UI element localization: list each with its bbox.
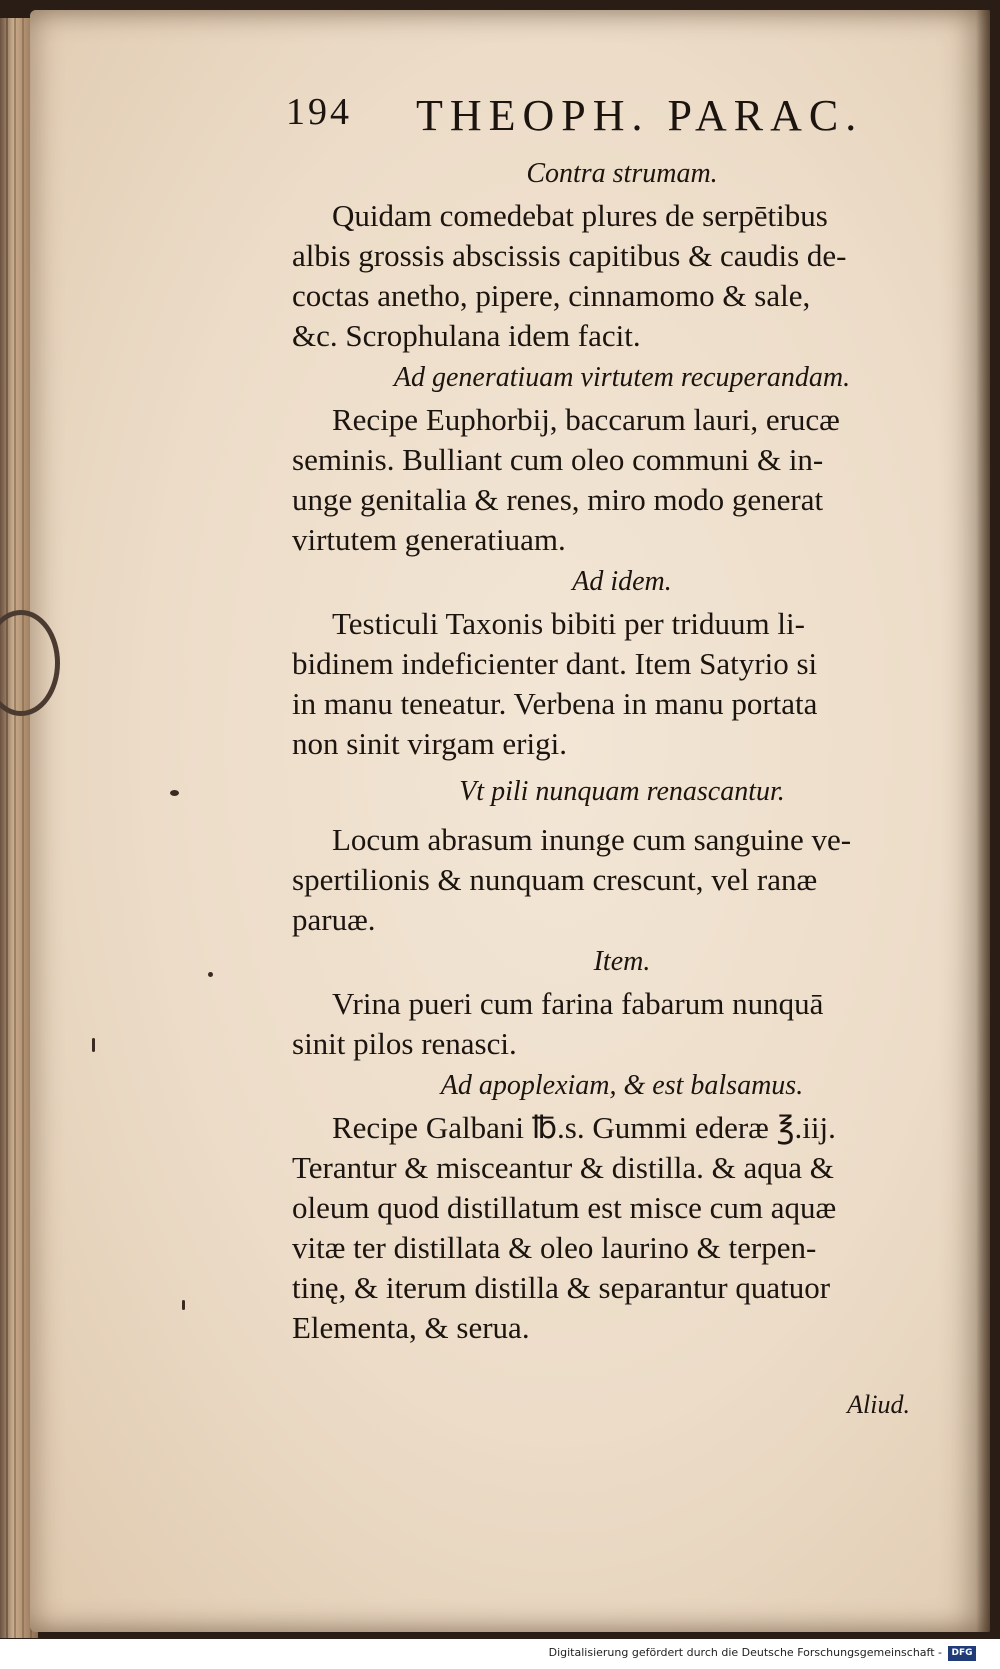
text-line: albis grossis abscissis capitibus & caudis de- <box>292 238 847 273</box>
section-heading: Vt pili nunquam renascantur. <box>459 776 785 807</box>
text-line: sinit pilos renasci. <box>292 1026 517 1061</box>
text-line: non sinit virgam erigi. <box>292 726 567 761</box>
ink-speck <box>170 790 179 796</box>
page-number: 194 <box>286 91 352 133</box>
text-line: Quidam comedebat plures de serpētibus <box>332 198 828 233</box>
section-heading: Ad apoplexiam, & est balsamus. <box>440 1070 804 1101</box>
text-line: Terantur & misceantur & distilla. & aqua & <box>292 1150 834 1185</box>
text-line: Recipe Galbani ℔.s. Gummi ederæ ℥.iij. <box>332 1110 836 1145</box>
text-line: Locum abrasum inunge cum sanguine ve- <box>332 822 852 857</box>
ink-speck <box>182 1300 185 1310</box>
text-line: seminis. Bulliant cum oleo communi & in- <box>292 442 824 477</box>
section <box>262 560 982 764</box>
section-paragraph <box>262 1108 982 1348</box>
text-line: coctas anetho, pipere, cinnamomo & sale, <box>292 278 811 313</box>
section <box>262 1064 982 1348</box>
text-line: Vrina pueri cum farina fabarum nunquā <box>332 986 824 1021</box>
section-paragraph <box>262 604 982 764</box>
dfg-logo: DFG <box>948 1646 976 1661</box>
text-line: Testiculi Taxonis bibiti per triduum li- <box>332 606 805 641</box>
ink-speck <box>208 972 213 977</box>
text-line: vitæ ter distillata & oleo laurino & terpen- <box>292 1230 817 1265</box>
running-head: THEOPH. PARAC. <box>416 91 864 140</box>
text-line: unge genitalia & renes, miro modo generat <box>292 482 824 517</box>
section-paragraph <box>262 196 982 356</box>
text-line: bidinem indeficienter dant. Item Satyrio si <box>292 646 818 681</box>
text-line: spertilionis & nunquam crescunt, vel ranæ <box>292 862 818 897</box>
ink-speck <box>92 1038 95 1052</box>
section-heading: Ad generatiuam virtutem recuperandam. <box>393 362 851 393</box>
text-line: &c. Scrophulana idem facit. <box>292 318 641 353</box>
section-heading: Ad idem. <box>572 566 672 597</box>
book-page <box>30 10 990 1632</box>
section-paragraph <box>262 984 982 1064</box>
text-line: Elementa, & serua. <box>292 1310 530 1345</box>
section-heading: Contra strumam. <box>526 158 718 189</box>
text-line: virtutem generatiuam. <box>292 522 566 557</box>
text-line: Recipe Euphorbij, baccarum lauri, erucæ <box>332 402 840 437</box>
catchword: Aliud. <box>847 1390 910 1419</box>
text-line: paruæ. <box>292 902 376 937</box>
text-line: tinę, & iterum distilla & separantur quatuor <box>292 1270 831 1305</box>
digitization-footer <box>0 1639 1000 1669</box>
section <box>262 356 982 560</box>
section-paragraph <box>262 820 982 940</box>
page-text-block <box>262 90 982 1348</box>
text-line: oleum quod distillatum est misce cum aquæ <box>292 1190 837 1225</box>
page-header <box>262 90 982 152</box>
section-paragraph <box>262 400 982 560</box>
section <box>262 940 982 1064</box>
text-line: in manu teneatur. Verbena in manu portata <box>292 686 818 721</box>
section <box>262 770 982 940</box>
section <box>262 152 982 356</box>
section-heading: Item. <box>593 946 651 977</box>
funding-credit: Digitalisierung gefördert durch die Deutsche Forschungsgemeinschaft - <box>548 1646 942 1659</box>
